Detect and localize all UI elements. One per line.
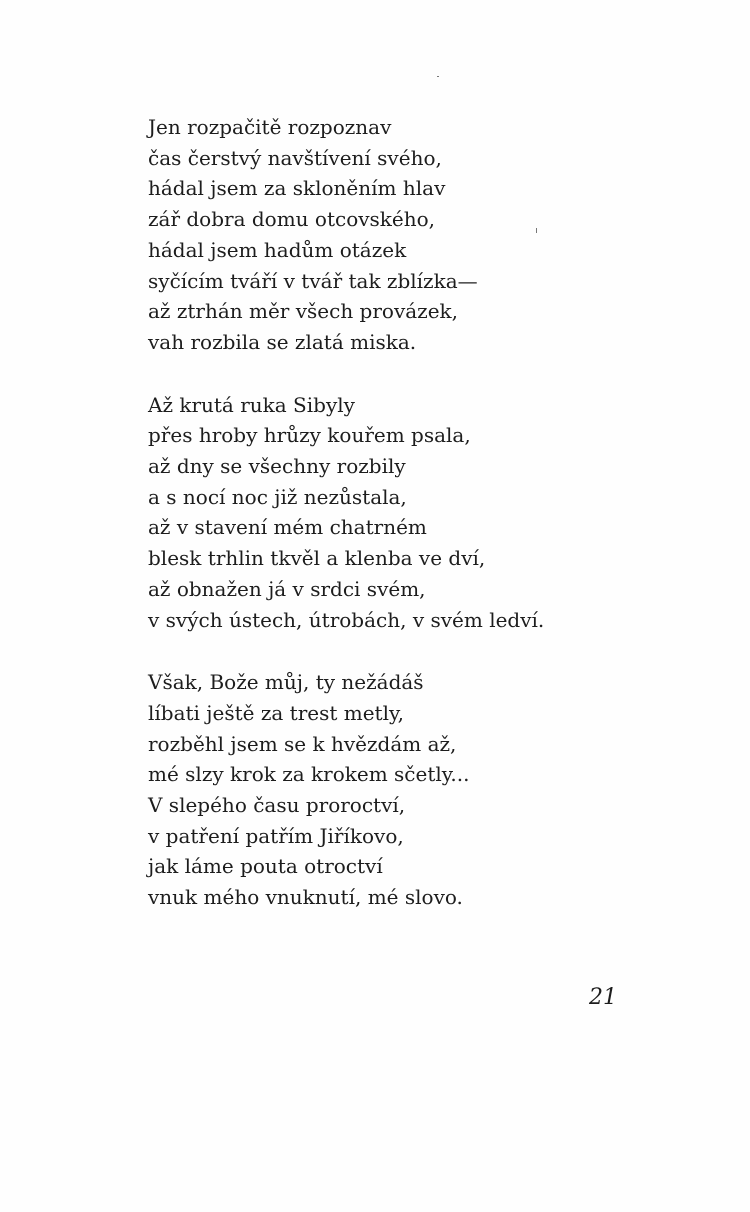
poem-line: v patření patřím Jiříkovo, [148, 823, 404, 848]
poem-line: líbati ještě za trest metly, [148, 700, 404, 725]
poem-line: V slepého času proroctví, [148, 793, 406, 818]
poem-line: hádal jsem za skloněním hlav [148, 176, 446, 201]
stanza-2 [148, 390, 648, 636]
stanza-3 [148, 667, 648, 913]
poem-line: vnuk mého vnuknutí, mé slovo. [148, 885, 463, 910]
stanza-1 [148, 112, 648, 358]
poem-line: Jen rozpačitě rozpoznav [148, 115, 392, 139]
poem-line: přes hroby hrůzy kouřem psala, [148, 423, 471, 448]
poem-line: mé slzy krok za krokem sčetly... [148, 762, 470, 787]
poem-line: vah rozbila se zlatá miska. [148, 329, 417, 354]
poem [148, 112, 648, 913]
poem-line: zář dobra domu otcovského, [148, 207, 436, 232]
poem-line: blesk trhlin tkvěl a klenba ve dví, [148, 546, 486, 571]
poem-line: jak láme pouta otroctví [148, 854, 383, 879]
poem-line: až dny se všechny rozbily [148, 454, 406, 479]
poem-line: čas čerstvý navštívení svého, [148, 145, 442, 170]
poem-line: Až krutá ruka Sibyly [148, 392, 355, 417]
poem-line: až obnažen já v srdci svém, [148, 576, 426, 601]
poem-line: Však, Bože můj, ty nežádáš [148, 670, 424, 695]
paper-speck [437, 76, 439, 77]
poem-line: hádal jsem hadům otázek [148, 237, 407, 262]
poem-line: a s nocí noc již nezůstala, [148, 484, 407, 509]
poem-line: syčícím tváří v tvář tak zblízka— [148, 268, 478, 293]
poem-line: až ztrhán měr všech provázek, [148, 299, 459, 324]
poem-line: rozběhl jsem se k hvězdám až, [148, 731, 457, 756]
poem-line: v svých ústech, útrobách, v svém ledví. [148, 607, 545, 632]
page-number: 21 [589, 985, 617, 1010]
poem-line: až v stavení mém chatrném [148, 515, 427, 540]
